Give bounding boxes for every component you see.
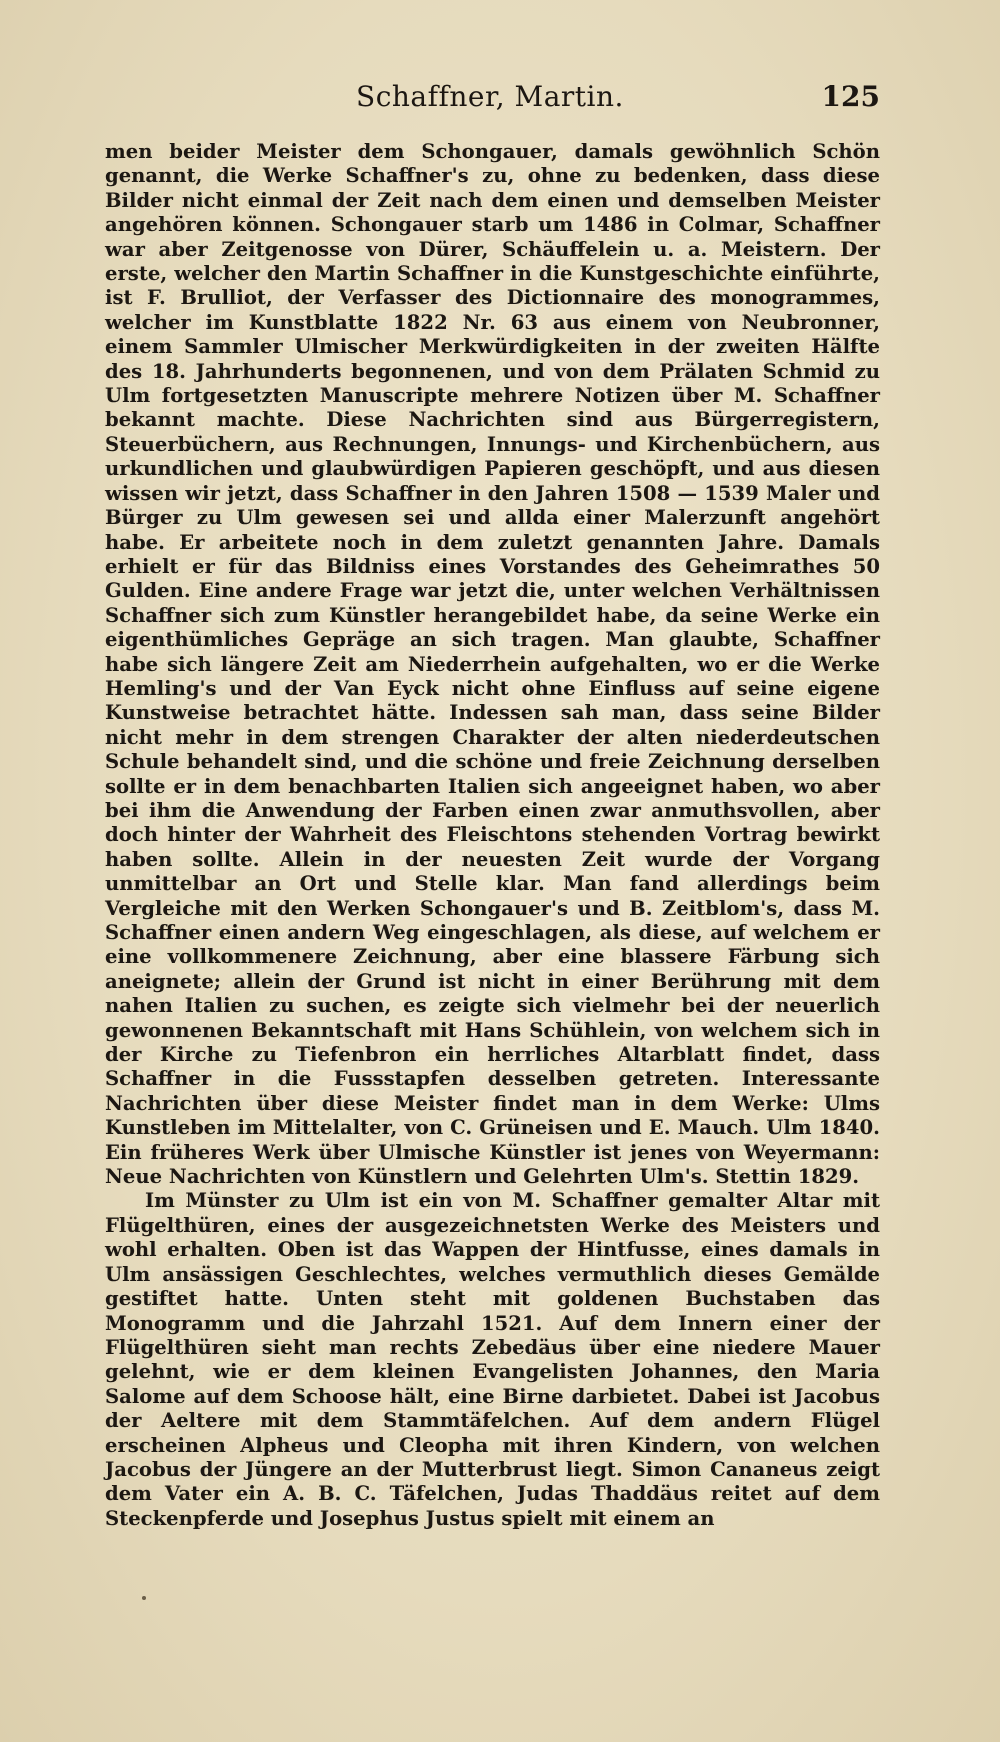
paragraph: Im Münster zu Ulm ist ein von M. Schaffner gemalter Altar mit Flügelthüren, eines der ausgezeichnetsten Werke des Meisters und wohl erhalten. Oben ist das Wappen der Hintfusse, eines damals in Ulm ansässigen Geschlechtes, welches vermuthlich dieses Gemälde gestiftet hatte. Unten steht mit goldenen Buchstaben das Monogramm und die Jahrzahl 1521. Auf dem Innern einer der Flügelthüren sieht man rechts Zebedäus über eine niedere Mauer gelehnt, wie er dem kleinen Evangelisten Johannes, den Maria Salome auf dem Schoose hält, eine Birne darbietet. Dabei ist Jacobus der Aeltere mit dem Stammtäfelchen. Auf dem andern Flügel erscheinen Alphеus und Cleopha mit ihren Kindern, von welchen Jacobus der Jüngere an der Mutterbrust liegt. Simon Cananeus zeigt dem Vater ein A. B. C. Täfelchen, Judas Thaddäus reitet auf dem Steckenpferde und Josephus Justus spielt mit einem an — [105, 1189, 880, 1530]
page-number: 125 — [821, 80, 880, 113]
ink-speck — [142, 1596, 146, 1600]
body-text — [105, 140, 880, 1531]
paragraph: men beider Meister dem Schongauer, damals gewöhnlich Schön genannt, die Werke Schaffner's zu, ohne zu bedenken, dass diese Bilder nicht einmal der Zeit nach dem einen und demselben Meister angehören können. Schongauer starb um 1486 in Colmar, Schaffner war aber Zeitgenosse von Dürer, Schäuffelein u. a. Meistern. Der erste, welcher den Martin Schaffner in die Kunstgeschichte einführte, ist F. Brulliot, der Verfasser des Dictionnaire des monogrammes, welcher im Kunstblatte 1822 Nr. 63 aus einem von Neubronner, einem Sammler Ulmischer Merkwürdigkeiten in der zweiten Hälfte des 18. Jahrhunderts begonnenen, und von dem Prälaten Schmid zu Ulm fortgesetzten Manuscripte mehrere Notizen über M. Schaffner bekannt machte. Diese Nachrichten sind aus Bürgerregistern, Steuerbüchern, aus Rechnungen, Innungs- und Kirchenbüchern, aus urkundlichen und glaubwürdigen Papieren geschöpft, und aus diesen wissen wir jetzt, dass Schaffner in den Jahren 1508 — 1539 Maler und Bürger zu Ulm gewesen sei und allda einer Malerzunft angehört habe. Er arbeitete noch in dem zuletzt genannten Jahre. Damals erhielt er für das Bildniss eines Vorstandes des Geheimrathes 50 Gulden. Eine andere Frage war jetzt die, unter welchen Verhältnissen Schaffner sich zum Künstler herangebildet habe, da seine Werke ein eigenthümliches Gepräge an sich tragen. Man glaubte, Schaffner habe sich längere Zeit am Niederrhein aufgehalten, wo er die Werke Hemling's und der Van Eyck nicht ohne Einfluss auf seine eigene Kunstweise betrachtet hätte. Indessen sah man, dass seine Bilder nicht mehr in dem strengen Charakter der alten niederdeutschen Schule behandelt sind, und die schöne und freie Zeichnung derselben sollte er in dem benachbarten Italien sich angeeignet haben, wo aber bei ihm die Anwendung der Farben einen zwar anmuthsvollen, aber doch hinter der Wahrheit des Fleischtons stehenden Vortrag bewirkt haben sollte. Allein in der neuesten Zeit wurde der Vorgang unmittelbar an Ort und Stelle klar. Man fand allerdings beim Vergleiche mit den Werken Schongauer's und B. Zeitblom's, dass M. Schaffner einen andern Weg eingeschlagen, als diese, auf welchem er eine vollkommenere Zeichnung, aber eine blassere Färbung sich aneignete; allein der Grund ist nicht in einer Berührung mit dem nahen Italien zu suchen, es zeigte sich vielmehr bei der neuerlich gewonnenen Bekanntschaft mit Hans Schühlein, von welchem sich in der Kirche zu Tiefenbron ein herrliches Altarblatt findet, dass Schaffner in die Fussstapfen desselben getreten. Interessante Nachrichten über diese Meister findet man in dem Werke: Ulms Kunstleben im Mittelalter, von C. Grüneisen und E. Mauch. Ulm 1840. Ein früheres Werk über Ulmische Künstler ist jenes von Weyermann: Neue Nachrichten von Künstlern und Gelehrten Ulm's. Stettin 1829. — [105, 140, 880, 1189]
running-title: Schaffner, Martin. — [356, 80, 624, 113]
page-header — [100, 78, 880, 118]
